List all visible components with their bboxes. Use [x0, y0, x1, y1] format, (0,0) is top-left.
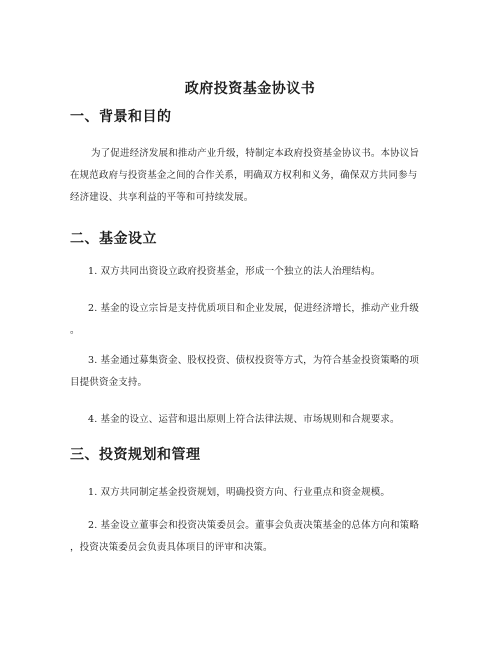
- list-item-line: 目提供资金支持。: [70, 377, 148, 388]
- list-item-line: 2. 基金设立董事会和投资决策委员会。董事会负责决策基金的总体方向和策略: [88, 520, 419, 531]
- section-heading-background: 一、背景和目的: [70, 109, 172, 125]
- list-item: [70, 261, 435, 283]
- document-title: 政府投资基金协议书: [184, 81, 316, 97]
- list-item: [70, 409, 435, 431]
- list-item: [70, 350, 435, 394]
- list-item-line: 2. 基金的设立宗旨是支持优质项目和企业发展，促进经济增长，推动产业升级: [88, 303, 419, 314]
- section-heading-fund-setup: 二、基金设立: [70, 231, 157, 247]
- list-item-line: 3. 基金通过募集资金、股权投资、债权投资等方式，为符合基金投资策略的项: [88, 355, 419, 366]
- paragraph-line: 为了促进经济发展和推动产业升级，特制定本政府投资基金协议书。本协议旨: [91, 148, 420, 159]
- list-item: [70, 515, 435, 559]
- list-item-line: 4. 基金的设立、运营和退出原则上符合法律法规、市场规则和合规要求。: [88, 414, 400, 425]
- section-heading-investment-planning: 三、投资规划和管理: [70, 447, 201, 463]
- list-item-line: ，投资决策委员会负责具体项目的评审和决策。: [70, 542, 273, 553]
- list-item-line: 。: [70, 325, 80, 336]
- list-item-line: 1. 双方共同出资设立政府投资基金，形成一个独立的法人治理结构。: [88, 266, 381, 277]
- paragraph-line: 经济建设、共享利益的平等和可持续发展。: [70, 192, 254, 203]
- section-background-paragraph: [70, 143, 435, 209]
- paragraph-line: 在规范政府与投资基金之间的合作关系，明确双方权利和义务，确保双方共同参与: [70, 170, 418, 181]
- list-item-line: 1. 双方共同制定基金投资规划，明确投资方向、行业重点和资金规模。: [88, 487, 391, 498]
- list-item: [70, 482, 435, 504]
- list-item: [70, 298, 435, 342]
